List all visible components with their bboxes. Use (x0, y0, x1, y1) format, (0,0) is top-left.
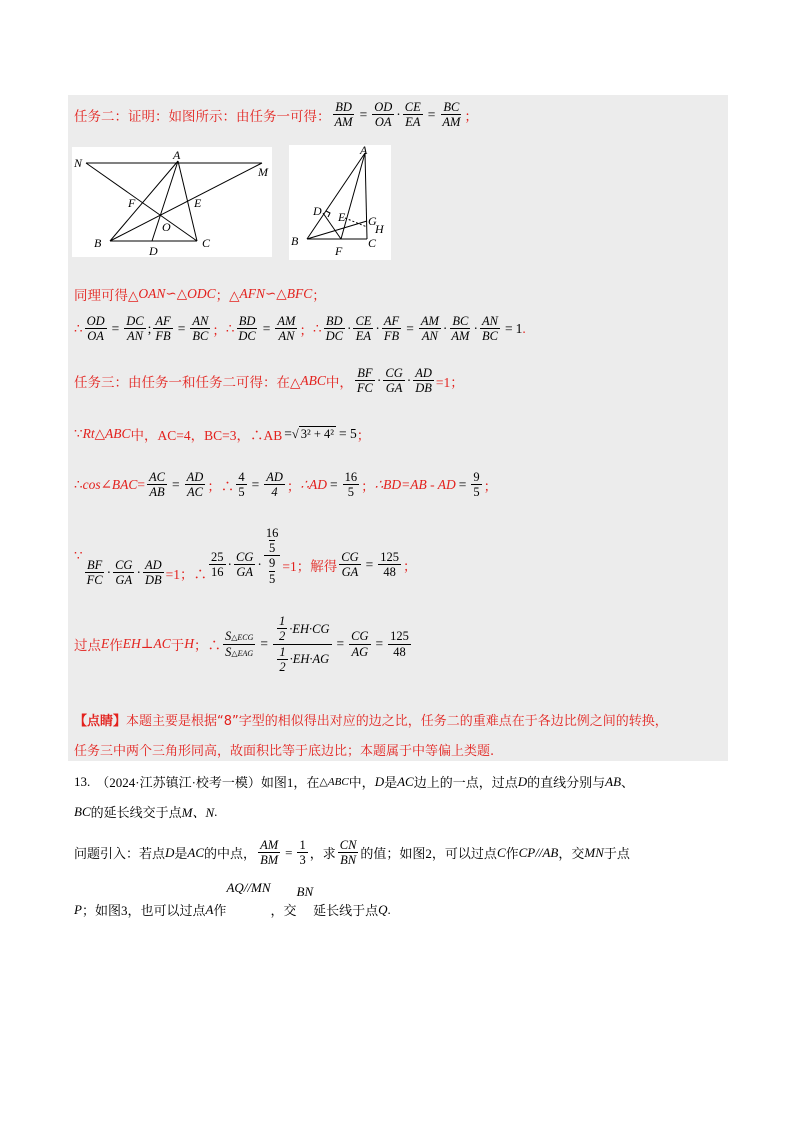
q13-line-3: 问题引入：若点 D 是 AC 的中点， $\frac{AM}{BM}$ = $\frac{1}{3}$ ，求 $\frac{CN}{BN}$ 的值；如图2，可以过点 C 作 CP//AB ，交 MN 于点 (74, 838, 630, 868)
fig2-label-b: B (291, 234, 299, 248)
fig2-label-c: C (368, 236, 377, 250)
fig1-label-a: A (173, 148, 181, 162)
area-big-fraction: $\frac{1}{2}$ ·EH·CG $\frac{1}{2}$ ·EH·AG (273, 614, 332, 675)
fig2-label-d: D (313, 204, 322, 218)
nested-fraction: 16 5 9 5 (265, 525, 279, 586)
frac-bc-am: $\frac{BC}{AM}$ (442, 100, 461, 130)
fig2-label-g: G (368, 214, 377, 228)
figure-2 (289, 145, 391, 260)
ratios-line: ∴ $\frac{OD}{OA}$ = $\frac{DC}{AN}$ ; $\frac{AF}{FB}$ = $\frac{AN}{BC}$ ； ∴ $\frac{BD}{DC}$ = $\frac{AM}{AN}$ ； ∴ $\frac{BD}{DC}$ · $\frac{CE}{EA}$ · $\frac{AF}{FB}$ = $\frac{AM}{AN}$ · $\frac{BC}{AM}$ · $\frac{AN}{BC}$ = 1 . (74, 314, 526, 344)
rt-line: ∵ Rt△ABC 中， AC=4，BC=3，∴AB = √ 3² + 4² = 5 ； (74, 426, 371, 443)
fig1-label-d: D (149, 244, 158, 257)
frac-bd-am: $\frac{BD}{AM}$ (334, 100, 353, 130)
fig1-label-n: N (74, 156, 83, 170)
similar-line: 同理可得△ OAN ∽△ ODC ；△ AFN ∽△ BFC ； (74, 286, 326, 303)
q13-line-4: P ；如图3，也可以过点 A 作 AQ//MN ，交 BN 延长线于点 Q . (74, 879, 391, 918)
task3-line: 任务三：由任务一和任务二可得：在△ ABC 中， $\frac{BF}{FC}$ · $\frac{CG}{GA}$ · $\frac{AD}{DB}$ =1； (74, 366, 464, 396)
fig2-label-a: A (360, 145, 368, 157)
fig2-label-h: H (375, 222, 384, 236)
q13-line-1: 13. （2024·江苏镇江·校考一模）如图1，在 △ABC 中， D 是 AC 边上的一点，过点 D 的直线分别与 AB 、 (74, 773, 635, 790)
figure-1 (72, 147, 272, 257)
comment-line-2: 任务三中两个三角形同高，故面积比等于底边比；本题属于中等偏上类题. (74, 744, 495, 759)
fig1-label-o: O (162, 220, 171, 234)
area-line: 过点 E 作 EH⊥AC 于 H ；∴ $\frac{\text{S△ECG}}{\text{S△EAG}}$ = $\frac{1}{2}$ ·EH·CG $\frac{1}{2}$ ·EH·AG = $\frac{CG}{AG}$ = $\frac{125}{48}$ (74, 614, 409, 675)
solve-line: ∵ $\frac{BF}{FC}$ · $\frac{CG}{GA}$ · $\frac{AD}{DB}$ =1；∴ $\frac{25}{16}$ · $\frac{CG}{GA}$ · 16 5 9 5 =1；解得 $\frac{CG}{GA}$ = $\frac{125}{48}$ ； (74, 525, 417, 588)
frac-ce-ea: $\frac{CE}{EA}$ (404, 100, 421, 130)
q13-line-2: BC 的延长线交于点 M、N . (74, 803, 218, 820)
cos-line: ∴ cos∠BAC = $\frac{AC}{AB}$ = $\frac{AD}{AC}$ ；∴ $\frac{4}{5}$ = $\frac{AD}{4}$ ； ∴AD = $\frac{16}{5}$ ； ∴BD=AB - AD = $\frac{9}{5}$ ； (74, 470, 498, 500)
fig1-label-e: E (194, 196, 202, 210)
fig1-label-m: M (258, 165, 268, 179)
comment-line-1: 【点睛】 本题主要是根据“8”字型的相似得出对应的边之比，任务二的重难点在于各边比例之间的转换， (74, 714, 668, 729)
figure-1-svg (72, 147, 272, 257)
fig2-label-f: F (335, 244, 343, 258)
task2-line: 任务二：证明：如图所示：由任务一可得： $\frac{BD}{AM}$ = $\frac{OD}{OA}$ · $\frac{CE}{EA}$ = $\frac{BC}{AM}$ ； (74, 100, 478, 130)
task2-intro: 任务二：证明：如图所示：由任务一可得： (74, 108, 331, 124)
fig1-label-c: C (202, 236, 211, 250)
fig1-label-b: B (94, 236, 102, 250)
frac-od-oa: $\frac{OD}{OA}$ (374, 100, 393, 130)
fig2-label-e: E (338, 210, 346, 224)
fig1-label-f: F (128, 196, 136, 210)
figure-2-svg (289, 145, 391, 260)
